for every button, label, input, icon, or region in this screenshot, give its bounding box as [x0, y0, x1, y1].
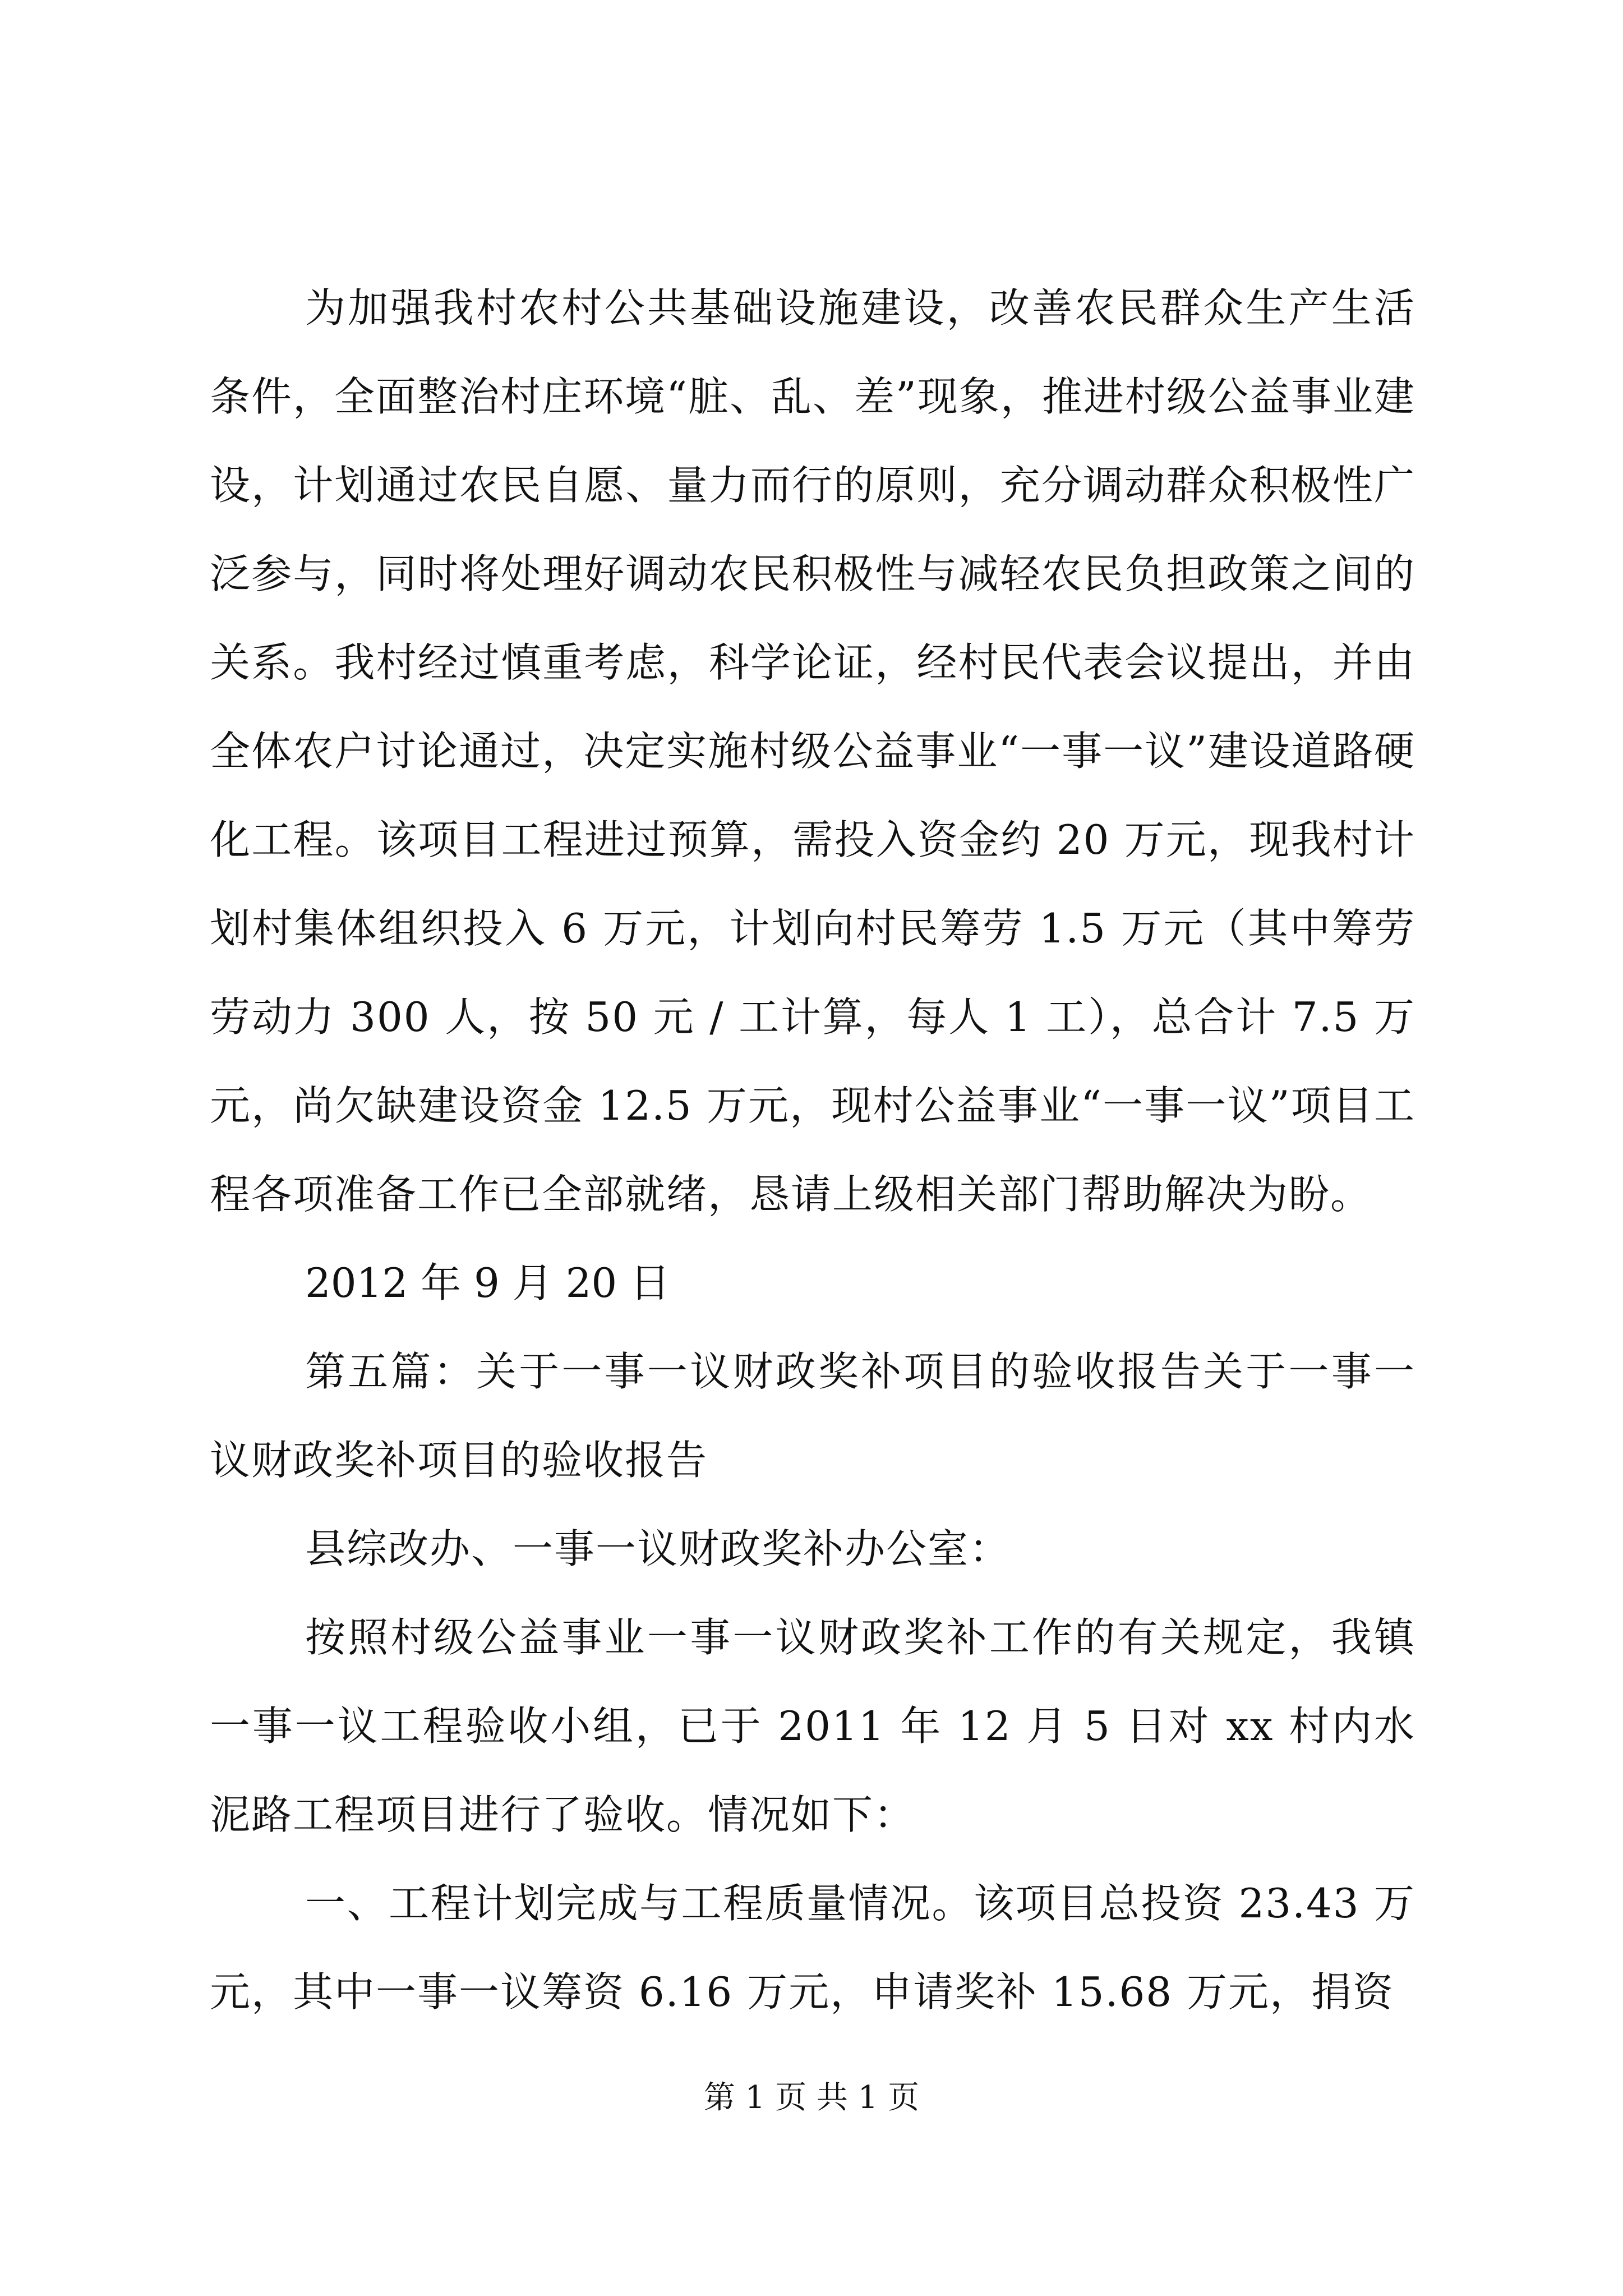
- paragraph-addressee: 县综改办、一事一议财政奖补办公室：: [305, 1525, 1011, 1572]
- paragraph-project-background: 为加强我村农村公共基础设施建设，改善农民群众生产生活条件，全面整治村庄环境“脏、乱、差”现象，推进村级公益事业建设，计划通过农民自愿、量力而行的原则，充分调动群众积极性广泛参与，同时将处理好调动农民积极性与减轻农民负担政策之间的关系。我村经过慎重考虑，科学论证，经村民代表会议提出，并由全体农户讨论通过，决定实施村级公益事业“一事一议”建设道路硬化工程。该项目工程进过预算，需投入资金约 20 万元，现我村计划村集体组织投入 6 万元，计划向村民筹劳 1.5 万元（其中筹劳劳动力 300 人，按 50 元 / 工计算，每人 1 工），总合计 7.5 万元，尚欠缺建设资金 12.5 万元，现村公益事业“一事一议”项目工程各项准备工作已全部就绪，恳请上级相关部门帮助解决为盼。: [210, 284, 1415, 1218]
- document-body: [210, 264, 1415, 2036]
- page-footer: 第 1 页 共 1 页: [703, 2079, 920, 2116]
- paragraph-date: 2012 年 9 月 20 日: [305, 1259, 671, 1306]
- paragraph-acceptance-intro: 按照村级公益事业一事一议财政奖补工作的有关规定，我镇一事一议工程验收小组，已于 2011 年 12 月 5 日对 xx 村内水泥路工程项目进行了验收。情况如下：: [210, 1614, 1415, 1838]
- paragraph-section-title: 第五篇：关于一事一议财政奖补项目的验收报告关于一事一议财政奖补项目的验收报告: [210, 1348, 1415, 1484]
- paragraph-project-completion: 一、工程计划完成与工程质量情况。该项目总投资 23.43 万元，其中一事一议筹资 6.16 万元，申请奖补 15.68 万元，捐资: [210, 1880, 1415, 2016]
